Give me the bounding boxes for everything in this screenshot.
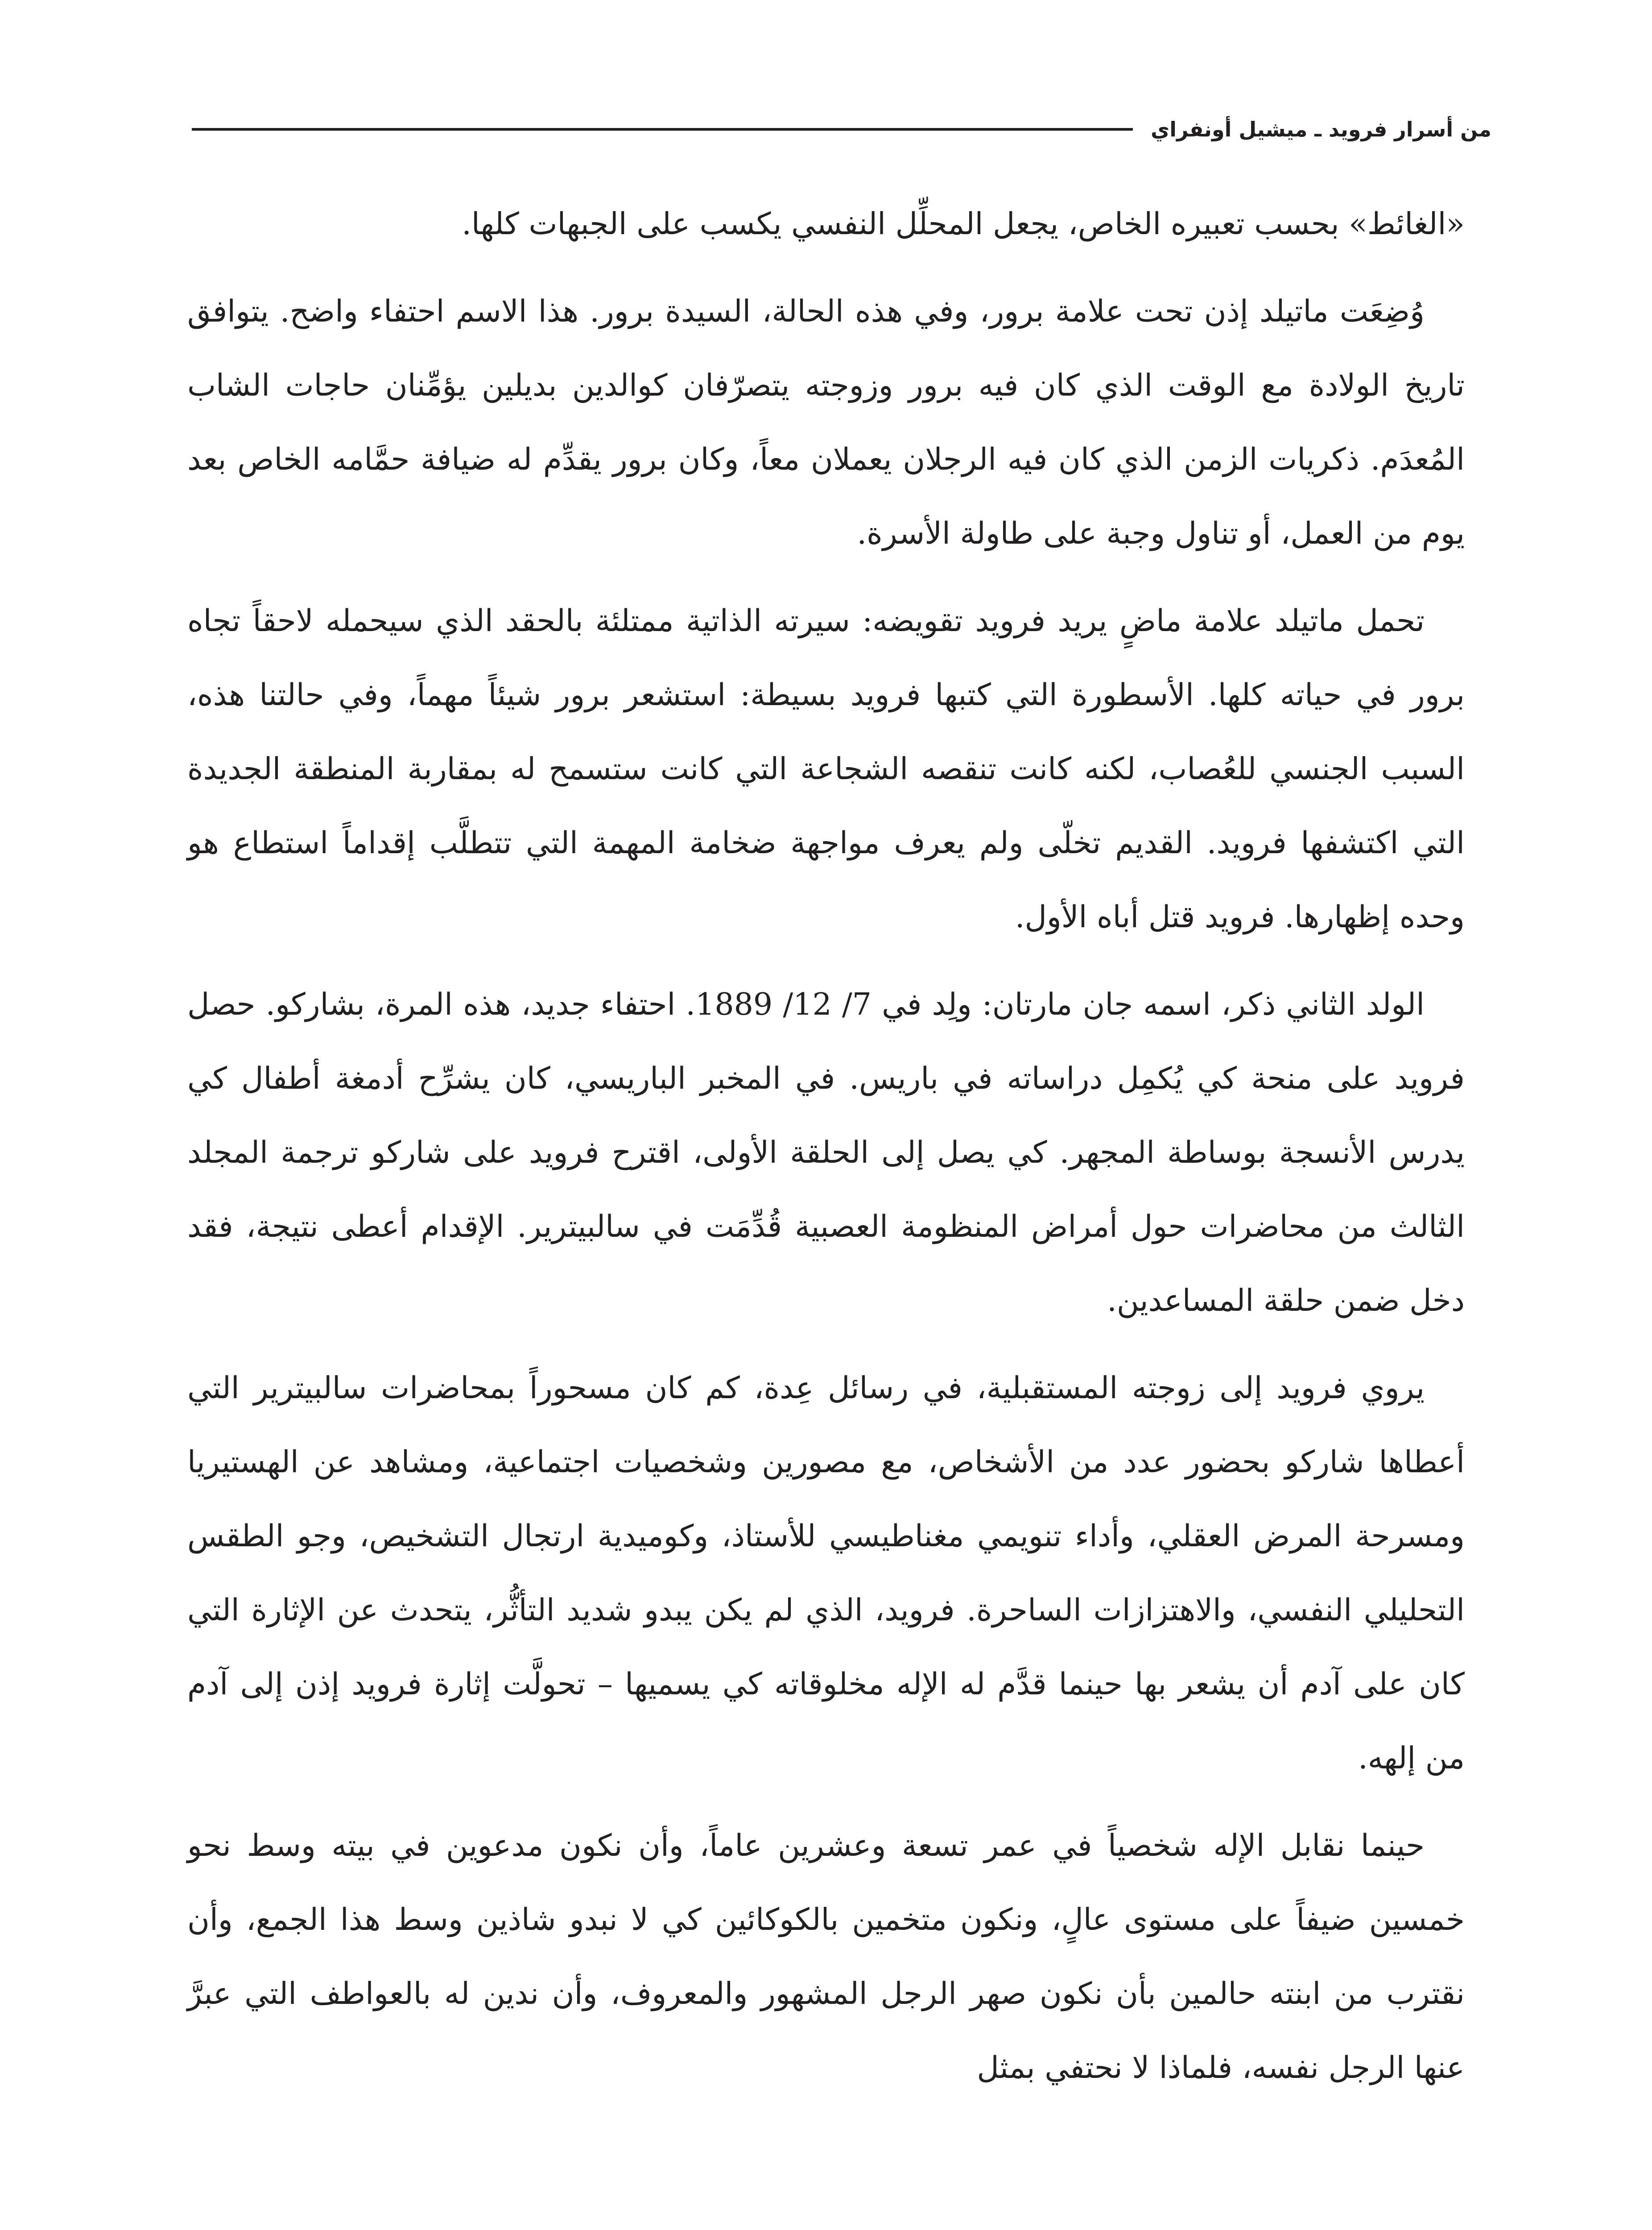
paragraph: يروي فرويد إلى زوجته المستقبلية، في رسائل عِدة، كم كان مسحوراً بمحاضرات سالبيترير التي أعطاها شاركو بحضور عدد من الأشخاص، مع مصورين وشخصيات اجتماعية، ومشاهد عن الهستيريا ومسرحة المرض العقلي، وأداء تنويمي مغناطيسي للأستاذ، وكوميدية ارتجال التشخيص، وجو الطقس التحليلي النفسي، والاهتزازات الساحرة. فرويد، الذي لم يكن يبدو شديد التأثُّر، يتحدث عن الإثارة التي كان على آدم أن يشعر بها حينما قدَّم له الإله مخلوقاته كي يسميها – تحولَّت إثارة فرويد إذن إلى آدم من إلهه. bbox=[187, 1371, 1465, 1776]
running-header bbox=[192, 103, 1491, 156]
paragraph: الولد الثاني ذكر، اسمه جان مارتان: ولِد في 7/ 12/ 1889. احتفاء جديد، هذه المرة، بشاركو. حصل فرويد على منحة كي يُكمِل دراساته في باريس. في المخبر الباريسي، كان يشرِّح أدمغة أطفال كي يدرس الأنسجة بوساطة المجهر. كي يصل إلى الحلقة الأولى، اقترح فرويد على شاركو ترجمة المجلد الثالث من محاضرات حول أمراض المنظومة العصبية قُدِّمَت في سالبيترير. الإقدام أعطى نتيجة، فقد دخل ضمن حلقة المساعدين. bbox=[187, 987, 1465, 1318]
paragraph: حينما نقابل الإله شخصياً في عمر تسعة وعشرين عاماً، وأن نكون مدعوين في بيته وسط نحو خمسين ضيفاً على مستوى عالٍ، ونكون متخمين بالكوكائين كي لا نبدو شاذين وسط هذا الجمع، وأن نقترب من ابنته حالمين بأن نكون صهر الرجل المشهور والمعروف، وأن ندين له بالعواطف التي عبرَّ عنها الرجل نفسه، فلماذا لا نحتفي بمثل bbox=[187, 1828, 1465, 2085]
paragraph: وُضِعَت ماتيلد إذن تحت علامة برور، وفي هذه الحالة، السيدة برور. هذا الاسم احتفاء واضح. يتوافق تاريخ الولادة مع الوقت الذي كان فيه برور وزوجته يتصرّفان كوالدين بديلين يؤمِّنان حاجات الشاب المُعدَم. ذكريات الزمن الذي كان فيه الرجلان يعملان معاً، وكان برور يقدِّم له ضيافة حمَّامه الخاص بعد يوم من العمل، أو تناول وجبة على طاولة الأسرة. bbox=[187, 294, 1465, 551]
header-rule bbox=[192, 128, 1133, 131]
running-title: من أسرار فرويد ـ ميشيل أونفراي bbox=[1151, 117, 1491, 141]
paragraph: «الغائط» بحسب تعبيره الخاص، يجعل المحلِّل النفسي يكسب على الجبهات كلها. bbox=[462, 206, 1465, 242]
paragraph: تحمل ماتيلد علامة ماضٍ يريد فرويد تقويضه: سيرته الذاتية ممتلئة بالحقد الذي سيحمله لاحقاً تجاه برور في حياته كلها. الأسطورة التي كتبها فرويد بسيطة: استشعر برور شيئاً مهماً، وفي حالتنا هذه، السبب الجنسي للعُصاب، لكنه كانت تنقصه الشجاعة التي كانت ستسمح له بمقاربة المنطقة الجديدة التي اكتشفها فرويد. القديم تخلّى ولم يعرف مواجهة ضخامة المهمة التي تتطلَّب إقداماً استطاع هو وحده إظهارها. فرويد قتل أباه الأول. bbox=[187, 603, 1465, 935]
article-body bbox=[187, 187, 1465, 2118]
